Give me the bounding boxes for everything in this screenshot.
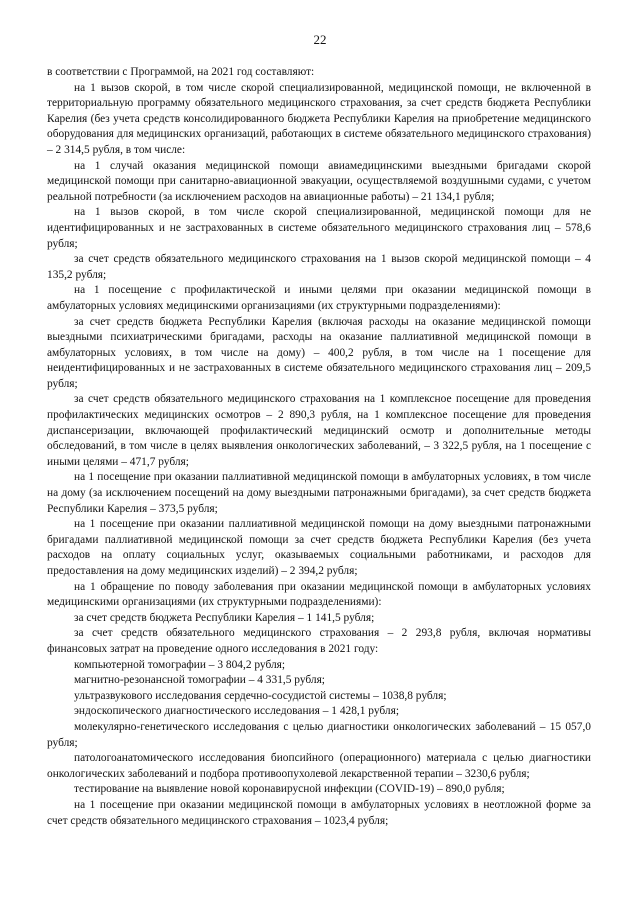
paragraph: компьютерной томографии – 3 804,2 рубля;	[74, 658, 286, 671]
paragraph: эндоскопического диагностического исследования – 1 428,1 рубля;	[74, 705, 399, 718]
paragraph: магнитно-резонансной томографии – 4 331,5 рубля;	[74, 674, 325, 687]
paragraph: ультразвукового исследования сердечно-сосудистой системы – 1038,8 рубля;	[74, 689, 447, 702]
paragraph: на 1 обращение по поводу заболевания при оказании медицинской помощи в амбулаторных условиях медицинскими организациями (их структурными подразделениями):	[47, 580, 591, 609]
paragraph: на 1 посещение при оказании паллиативной медицинской помощи в амбулаторных условиях, в том числе на дому (за исключением посещений на дому выездными патронажными бригадами), за счет средств бюджета Республики Карелия – 373,5 рубля;	[47, 471, 591, 515]
paragraph: на 1 посещение при оказании медицинской помощи в амбулаторных условиях в неотложной форме за счет средств обязательного медицинского страхования – 1023,4 рубля;	[47, 798, 591, 827]
paragraph: патологоанатомического исследования биопсийного (операционного) материала с целью диагностики онкологических заболеваний и подбора противоопухолевой лекарственной терапии – 3230,6 рубля;	[47, 752, 591, 780]
paragraph: на 1 посещение при оказании паллиативной медицинской помощи на дому выездными патронажными бригадами паллиативной медицинской помощи за счет средств бюджета Республики Карелия (без учета расходов на оплату социальных услуг, оказываемых социальными работниками, и расходов для предоставления на дому медицинских изделий) – 2 394,2 рубля;	[47, 518, 591, 577]
paragraph: тестирование на выявление новой коронавирусной инфекции (COVID-19) – 890,0 рубля;	[74, 783, 505, 796]
paragraph: на 1 вызов скорой, в том числе скорой специализированной, медицинской помощи для не идентифицированных и не застрахованных в системе обязательного медицинского страхования лиц – 578,6 рубля;	[47, 206, 591, 250]
paragraph: на 1 случай оказания медицинской помощи авиамедицинскими выездными бригадами скорой медицинской помощи при санитарно-авиационной эвакуации, осуществляемой воздушными судами, с учетом реальной потребности (за исключением расходов на авиационные работы) – 21 134,1 рубля;	[47, 159, 591, 203]
paragraph: молекулярно-генетического исследования с целью диагностики онкологических заболеваний – 15 057,0 рубля;	[47, 720, 591, 749]
paragraph: на 1 посещение с профилактической и иными целями при оказании медицинской помощи в амбулаторных условиях медицинскими организациями (их структурными подразделениями):	[47, 284, 591, 312]
page-number: 22	[313, 32, 327, 47]
paragraph: за счет средств бюджета Республики Карелия (включая расходы на оказание медицинской помощи выездными психиатрическими бригадами, расходы на оказание паллиативной медицинской помощи в амбулаторных условиях, в том числе на дому) – 400,2 рубля, в том числе на 1 посещение для неидентифицированных и не застрахованных в системе обязательного медицинского страхования лиц – 209,5 рубля;	[47, 315, 591, 390]
paragraph: за счет средств обязательного медицинского страхования на 1 вызов скорой медицинской помощи – 4 135,2 рубля;	[47, 253, 591, 281]
paragraph: за счет средств обязательного медицинского страхования на 1 комплексное посещение для проведения профилактических медицинских осмотров – 2 890,3 рубля, на 1 комплексное посещение для проведения диспансеризации, включающей профилактический медицинский осмотр и дополнительные методы обследований, в том числе в целях выявления онкологических заболеваний, – 3 322,5 рубля, на 1 посещение с иными целями – 471,7 рубля;	[47, 393, 591, 468]
paragraph: за счет средств обязательного медицинского страхования – 2 293,8 рубля, включая нормативы финансовых затрат на проведение одного исследования в 2021 году:	[47, 627, 591, 655]
paragraph: за счет средств бюджета Республики Карелия – 1 141,5 рубля;	[74, 611, 375, 624]
paragraph-intro: в соответствии с Программой, на 2021 год составляют:	[47, 66, 315, 78]
paragraph: на 1 вызов скорой, в том числе скорой специализированной, медицинской помощи, не включенной в территориальную программу обязательного медицинского страхования, за счет средств бюджета Республики Карелия (без учета средств консолидированного бюджета Республики Карелия на приобретение медицинского оборудования для медицинских организаций, работающих в системе обязательного медицинского страхования) – 2 314,5 рубля, в том числе:	[47, 81, 591, 156]
document-body	[47, 65, 591, 829]
